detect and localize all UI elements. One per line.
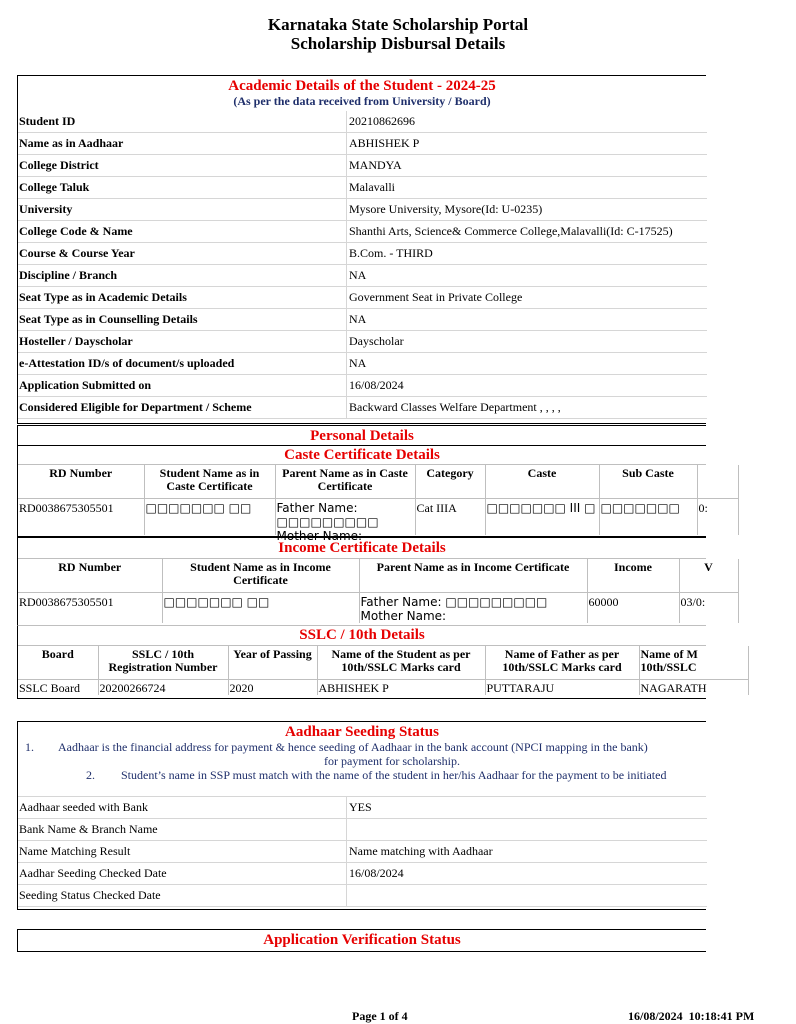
- table-row: [18, 498, 738, 535]
- academic-field-label: Course & Course Year: [18, 243, 347, 265]
- aadhaar-field-value: Name matching with Aadhaar: [347, 841, 708, 863]
- aadhaar-note-2-number: 2.: [86, 768, 95, 782]
- aadhaar-field-label: Bank Name & Branch Name: [18, 819, 347, 841]
- table-row: [18, 155, 707, 177]
- academic-details-table: [18, 111, 707, 419]
- table-row: [18, 287, 707, 309]
- academic-field-label: Student ID: [18, 111, 347, 133]
- aadhaar-note-2: [86, 768, 706, 782]
- academic-field-value: 20210862696: [347, 111, 708, 133]
- table-row: [18, 841, 707, 863]
- personal-details-section: [17, 425, 708, 543]
- income-header-student-name: Student Name as in Income Certificate: [162, 559, 359, 592]
- table-row: [18, 111, 707, 133]
- table-row: [18, 265, 707, 287]
- table-row: [18, 397, 707, 419]
- document-header: [0, 15, 796, 53]
- caste-header-category: Category: [415, 465, 485, 498]
- table-row: [18, 243, 707, 265]
- table-row: [18, 679, 748, 695]
- academic-field-value: NA: [347, 309, 708, 331]
- table-row: [18, 885, 707, 907]
- academic-details-section: [17, 75, 706, 424]
- aadhaar-note-1-number: 1.: [25, 740, 34, 754]
- aadhaar-note-1-continued: for payment for scholarship.: [324, 754, 460, 768]
- table-row: [18, 199, 707, 221]
- sslc-year-of-passing: 2020: [228, 679, 317, 695]
- aadhaar-spacer: [18, 782, 706, 797]
- academic-field-value: Malavalli: [347, 177, 708, 199]
- aadhaar-field-label: Aadhar Seeding Checked Date: [18, 863, 347, 885]
- aadhaar-field-value: 16/08/2024: [347, 863, 708, 885]
- academic-field-value: B.Com. - THIRD: [347, 243, 708, 265]
- academic-field-label: College District: [18, 155, 347, 177]
- sslc-registration-number: 20200266724: [98, 679, 228, 695]
- sslc-header-mother-name: Name of M 10th/SSLC: [639, 646, 748, 679]
- caste-parent-name: Father Name: □□□□□□□□□ Mother Name:: [276, 500, 379, 543]
- caste-sub-caste: □□□□□□□: [599, 498, 697, 535]
- table-row: [18, 309, 707, 331]
- sslc-table: [18, 646, 749, 695]
- academic-field-value: Dayscholar: [347, 331, 708, 353]
- aadhaar-note-1-text: Aadhaar is the financial address for payment & hence seeding of Aadhaar in the bank account (NPCI mapping in the bank): [58, 740, 648, 754]
- income-header-parent-name: Parent Name as in Income Certificate: [359, 559, 587, 592]
- table-row: [18, 375, 707, 397]
- aadhaar-field-label: Seeding Status Checked Date: [18, 885, 347, 907]
- income-header-extra: V: [679, 559, 738, 592]
- academic-details-title: Academic Details of the Student - 2024-25: [228, 78, 496, 94]
- academic-field-value: 16/08/2024: [347, 375, 708, 397]
- page-number: Page 1 of 4: [352, 1009, 408, 1023]
- aadhaar-field-label: Aadhaar seeded with Bank: [18, 797, 347, 819]
- table-row: [18, 353, 707, 375]
- aadhaar-field-value: [347, 819, 708, 841]
- caste-header-parent-name: Parent Name as in Caste Certificate: [275, 465, 415, 498]
- caste-header-student-name: Student Name as in Caste Certificate: [144, 465, 275, 498]
- aadhaar-field-value: [347, 885, 708, 907]
- table-row: [18, 221, 707, 243]
- aadhaar-note-2-text: Student’s name in SSP must match with the name of the student in her/his Aadhaar for the payment to be initiated: [121, 768, 667, 782]
- academic-field-value: MANDYA: [347, 155, 708, 177]
- aadhaar-field-label: Name Matching Result: [18, 841, 347, 863]
- verification-section: [17, 929, 706, 952]
- sslc-header-year: Year of Passing: [228, 646, 317, 679]
- aadhaar-seeding-table: [18, 797, 707, 907]
- sslc-section: [17, 625, 706, 699]
- academic-field-value: Backward Classes Welfare Department , , , ,: [347, 397, 708, 419]
- aadhaar-note-1: [25, 740, 706, 754]
- academic-field-label: Discipline / Branch: [18, 265, 347, 287]
- table-row: [18, 819, 707, 841]
- table-row: [18, 863, 707, 885]
- caste-extra-value: 0:: [697, 498, 738, 535]
- caste-certificate-table: [18, 465, 739, 543]
- aadhaar-field-value: YES: [347, 797, 708, 819]
- academic-field-label: College Code & Name: [18, 221, 347, 243]
- income-header-income: Income: [587, 559, 679, 592]
- academic-details-subtitle: (As per the data received from University / Board): [233, 94, 491, 108]
- table-row: [18, 592, 738, 623]
- sslc-title: SSLC / 10th Details: [18, 626, 706, 646]
- aadhaar-seeding-section: [17, 721, 706, 910]
- income-certificate-table: [18, 559, 739, 623]
- academic-field-label: Name as in Aadhaar: [18, 133, 347, 155]
- academic-field-value: NA: [347, 353, 708, 375]
- income-parent-name: Father Name: □□□□□□□□□ Mother Name:: [360, 594, 548, 623]
- academic-field-label: Hosteller / Dayscholar: [18, 331, 347, 353]
- academic-field-value: Government Seat in Private College: [347, 287, 708, 309]
- table-row: [18, 797, 707, 819]
- document-subtitle: Scholarship Disbursal Details: [290, 34, 506, 53]
- sslc-header-board: Board: [18, 646, 98, 679]
- caste-header-caste: Caste: [485, 465, 599, 498]
- sslc-header-student-name: Name of the Student as per 10th/SSLC Marks card: [317, 646, 485, 679]
- academic-field-label: University: [18, 199, 347, 221]
- academic-field-label: College Taluk: [18, 177, 347, 199]
- caste-header-sub-caste: Sub Caste: [599, 465, 697, 498]
- caste-certificate-title: Caste Certificate Details: [18, 446, 706, 465]
- academic-field-label: Application Submitted on: [18, 375, 347, 397]
- academic-field-value: Mysore University, Mysore(Id: U-0235): [347, 199, 708, 221]
- income-amount: 60000: [587, 592, 679, 623]
- academic-field-label: Considered Eligible for Department / Scheme: [18, 397, 347, 419]
- sslc-header-registration: SSLC / 10th Registration Number: [98, 646, 228, 679]
- academic-field-label: Seat Type as in Counselling Details: [18, 309, 347, 331]
- caste-category: Cat IIIA: [415, 498, 485, 535]
- income-certificate-section: [17, 537, 713, 625]
- academic-field-value: ABHISHEK P: [347, 133, 708, 155]
- table-row: [18, 331, 707, 353]
- sslc-father-name: PUTTARAJU: [485, 679, 639, 695]
- caste-header-extra: [697, 465, 738, 498]
- academic-field-label: e-Attestation ID/s of document/s uploaded: [18, 353, 347, 375]
- sslc-header-father-name: Name of Father as per 10th/SSLC Marks card: [485, 646, 639, 679]
- income-certificate-title: Income Certificate Details: [18, 538, 706, 559]
- academic-field-value: Shanthi Arts, Science& Commerce College,Malavalli(Id: C-17525): [347, 221, 708, 243]
- sslc-mother-name: NAGARATH: [639, 679, 748, 695]
- income-student-name: □□□□□□□ □□: [162, 592, 359, 623]
- caste-header-rd-number: RD Number: [18, 465, 144, 498]
- print-timestamp: 16/08/2024 10:18:41 PM: [628, 1009, 755, 1023]
- sslc-student-name: ABHISHEK P: [317, 679, 485, 695]
- caste-rd-number: RD0038675305501: [18, 498, 144, 535]
- caste-student-name: □□□□□□□ □□: [144, 498, 275, 535]
- income-rd-number: RD0038675305501: [18, 592, 162, 623]
- table-row: [18, 133, 707, 155]
- caste-value: □□□□□□□ III □: [485, 498, 599, 535]
- personal-details-title: Personal Details: [18, 427, 706, 446]
- table-row: [18, 177, 707, 199]
- income-header-rd-number: RD Number: [18, 559, 162, 592]
- verification-title: Application Verification Status: [263, 932, 461, 948]
- academic-field-value: NA: [347, 265, 708, 287]
- sslc-board: SSLC Board: [18, 679, 98, 695]
- portal-title: Karnataka State Scholarship Portal: [267, 15, 529, 34]
- academic-field-label: Seat Type as in Academic Details: [18, 287, 347, 309]
- aadhaar-seeding-title: Aadhaar Seeding Status: [285, 724, 439, 740]
- income-extra-value: 03/0:: [679, 592, 738, 623]
